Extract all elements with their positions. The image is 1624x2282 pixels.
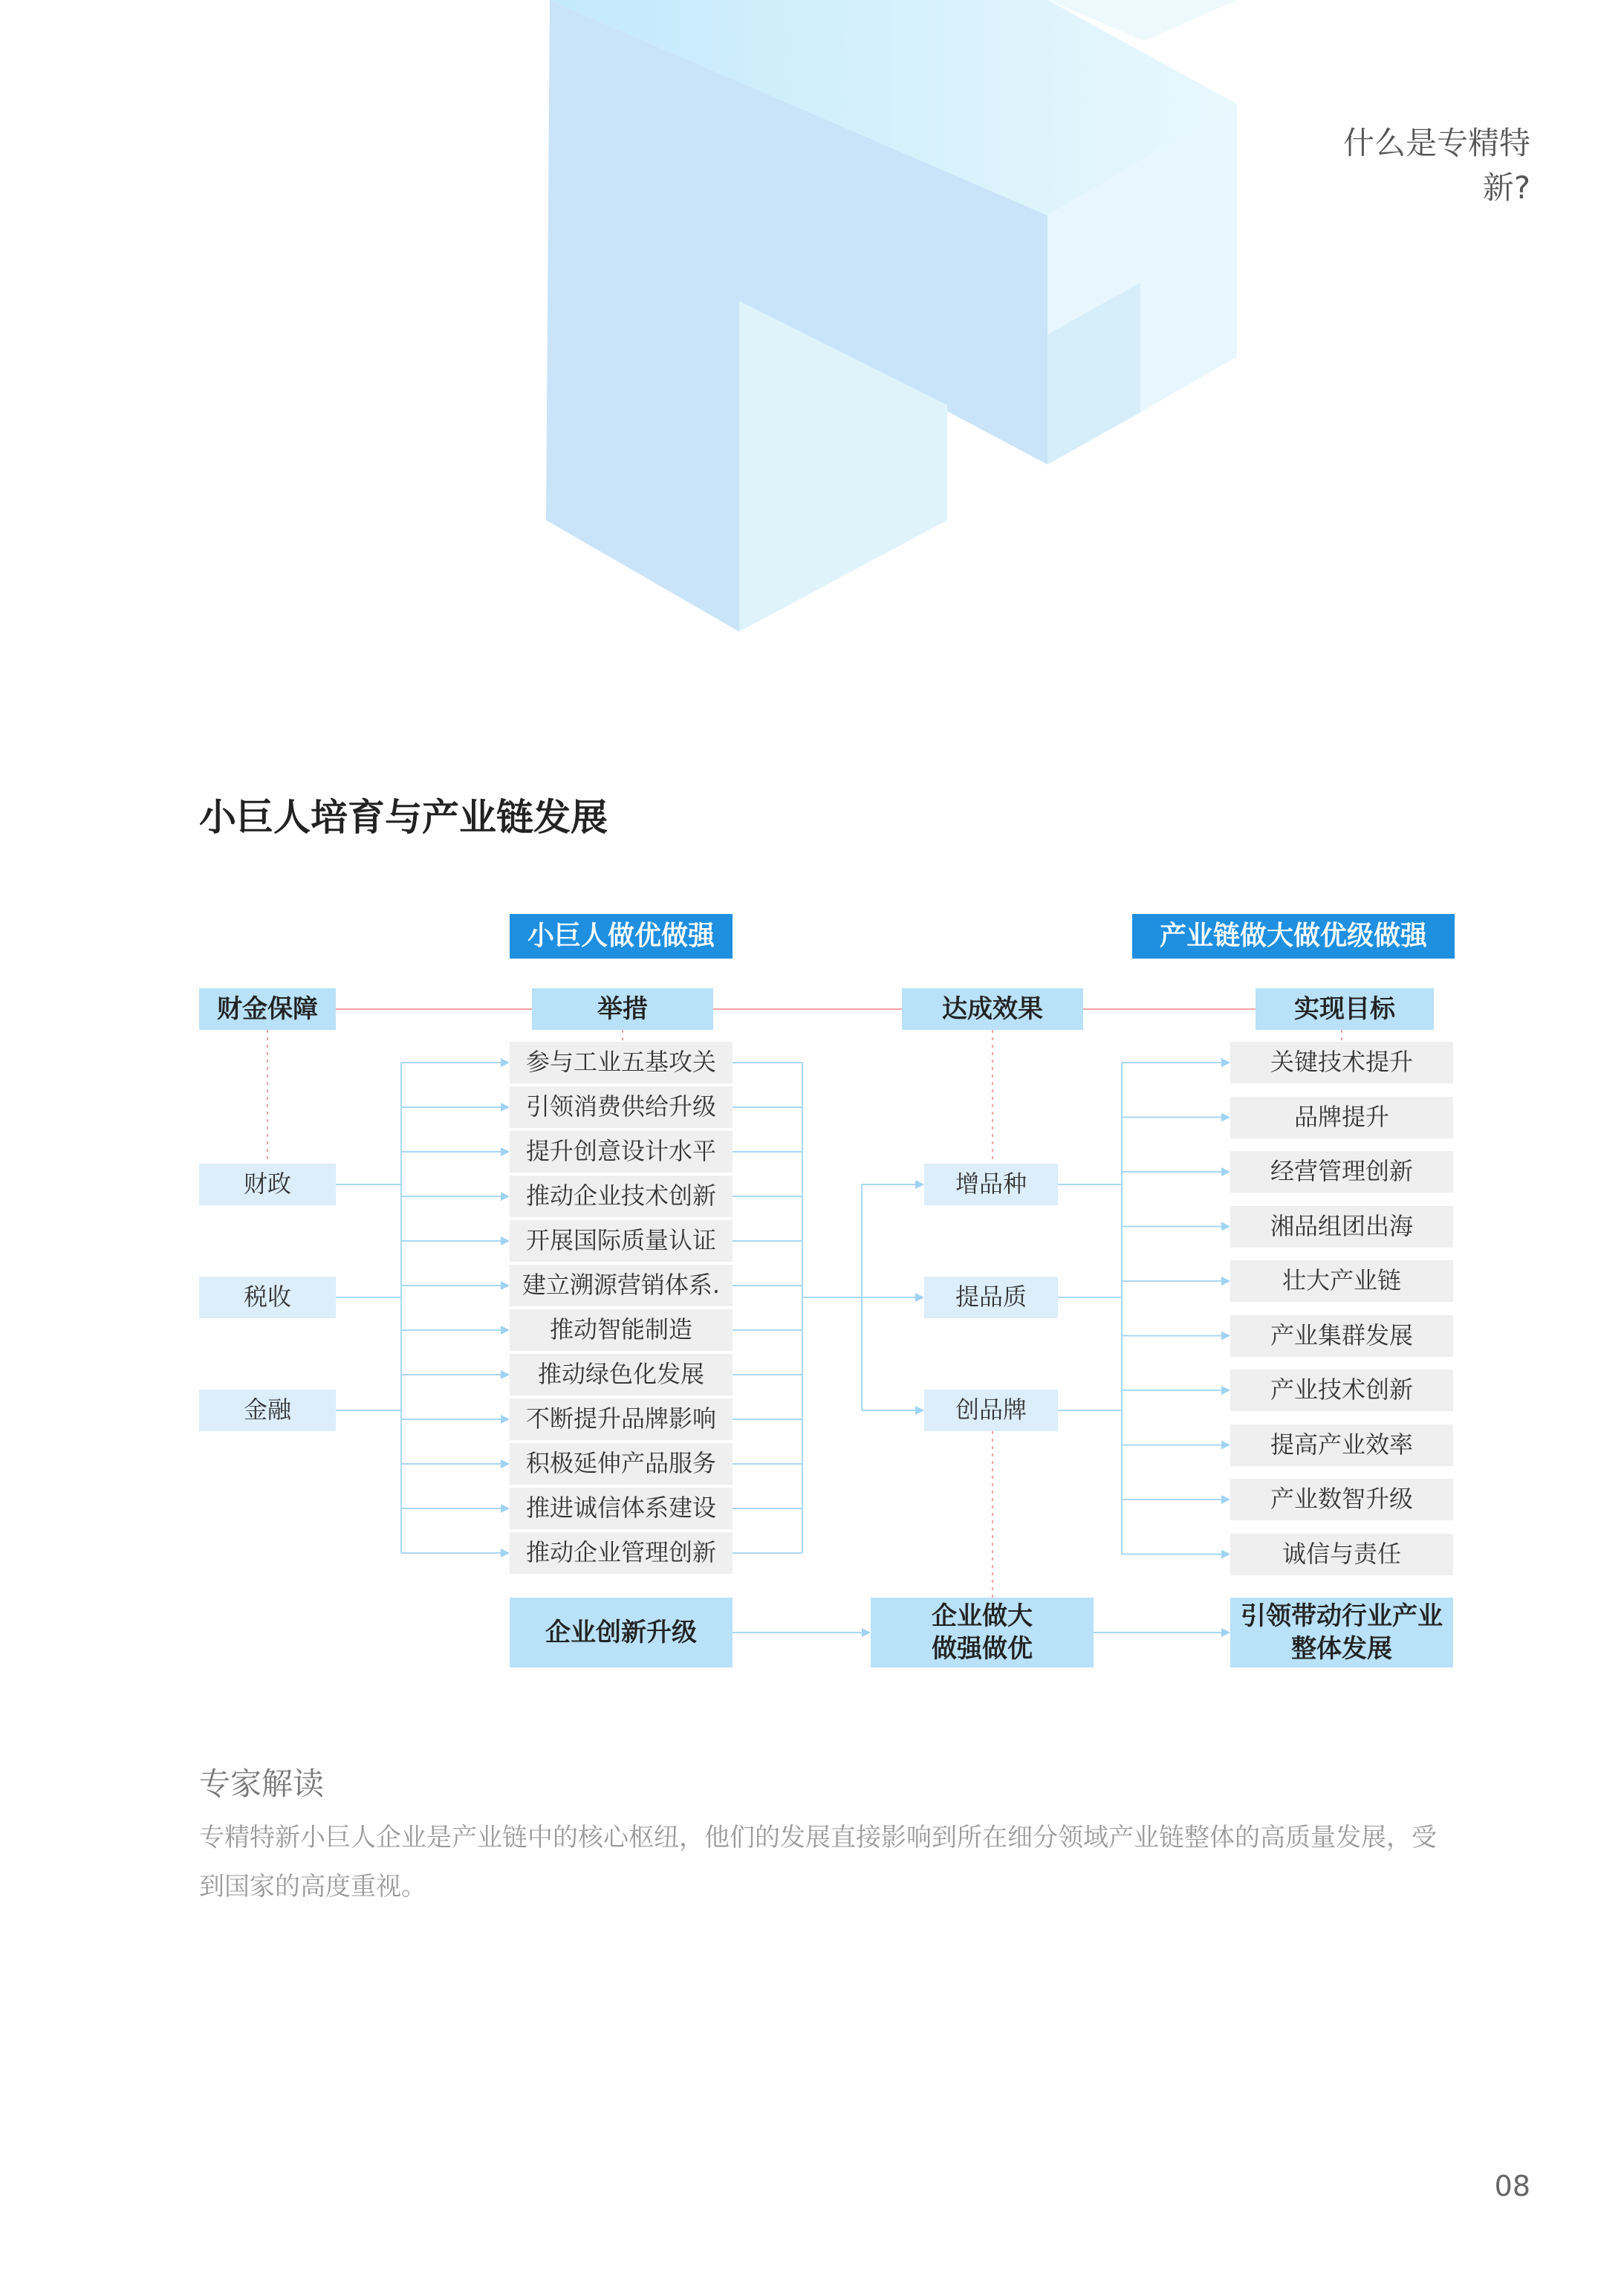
result-arrow xyxy=(862,1628,871,1637)
measure-arrow xyxy=(501,1192,510,1201)
goal-arrow xyxy=(1221,1277,1230,1286)
goal-item-3: 湘品组团出海 xyxy=(1230,1206,1453,1248)
effect-arrow xyxy=(915,1293,924,1302)
goal-arrow xyxy=(1221,1167,1230,1176)
label-small-giant: 小巨人做优做强 xyxy=(510,914,733,959)
measure-item-7: 推动绿色化发展 xyxy=(510,1354,733,1396)
column-head-1: 举措 xyxy=(532,988,713,1030)
measure-arrow xyxy=(501,1281,510,1290)
measure-arrow xyxy=(501,1236,510,1245)
measure-arrow xyxy=(501,1326,510,1335)
measure-item-0: 参与工业五基攻关 xyxy=(510,1042,733,1083)
effect-arrow xyxy=(915,1406,924,1415)
goal-arrow xyxy=(1221,1332,1230,1341)
measure-arrow xyxy=(501,1058,510,1067)
measure-arrow xyxy=(501,1415,510,1424)
goal-item-2: 经营管理创新 xyxy=(1230,1151,1453,1193)
measure-item-5: 建立溯源营销体系. xyxy=(510,1265,733,1306)
label-industry-chain: 产业链做大做优级做强 xyxy=(1132,914,1455,959)
effect-arrow xyxy=(915,1180,924,1189)
finance-item-0: 财政 xyxy=(199,1164,336,1205)
goal-arrow xyxy=(1221,1550,1230,1559)
header-title: 什么是专精特新? xyxy=(1342,125,1530,206)
expert-text: 专精特新小巨人企业是产业链中的核心枢纽，他们的发展直接影响到所在细分领域产业链整体的高质量发展，受到国家的高度重视。 xyxy=(199,1823,1437,1902)
measure-item-6: 推动智能制造 xyxy=(510,1309,733,1351)
measure-item-4: 开展国际质量认证 xyxy=(510,1220,733,1262)
measure-arrow xyxy=(501,1103,510,1112)
expert-title: 专家解读 xyxy=(199,1766,325,1802)
measure-arrow xyxy=(501,1504,510,1513)
finance-item-1: 税收 xyxy=(199,1277,336,1318)
finance-item-2: 金融 xyxy=(199,1390,336,1431)
section-title: 小巨人培育与产业链发展 xyxy=(199,796,608,839)
effect-item-1: 提品质 xyxy=(924,1277,1058,1318)
result-item-1: 企业做大 做强做优 xyxy=(871,1598,1094,1667)
goal-arrow xyxy=(1221,1386,1230,1395)
measure-item-8: 不断提升品牌影响 xyxy=(510,1398,733,1440)
goal-item-4: 壮大产业链 xyxy=(1230,1260,1453,1302)
column-head-3: 实现目标 xyxy=(1256,988,1434,1030)
goal-item-0: 关键技术提升 xyxy=(1230,1042,1453,1083)
result-item-0: 企业创新升级 xyxy=(510,1598,733,1667)
goal-item-5: 产业集群发展 xyxy=(1230,1315,1453,1357)
measure-item-1: 引领消费供给升级 xyxy=(510,1086,733,1128)
goal-arrow xyxy=(1221,1441,1230,1450)
result-arrow xyxy=(1221,1628,1230,1637)
measure-item-11: 推动企业管理创新 xyxy=(510,1532,733,1574)
goal-arrow xyxy=(1221,1495,1230,1504)
goal-arrow xyxy=(1221,1058,1230,1067)
page-number: 08 xyxy=(1494,2170,1530,2202)
goal-item-1: 品牌提升 xyxy=(1230,1097,1453,1138)
measure-item-2: 提升创意设计水平 xyxy=(510,1131,733,1173)
measure-arrow xyxy=(501,1549,510,1557)
measure-arrow xyxy=(501,1459,510,1468)
column-head-0: 财金保障 xyxy=(199,988,336,1030)
goal-item-8: 产业数智升级 xyxy=(1230,1479,1453,1520)
goal-item-9: 诚信与责任 xyxy=(1230,1534,1453,1575)
goal-item-7: 提高产业效率 xyxy=(1230,1424,1453,1466)
goal-item-6: 产业技术创新 xyxy=(1230,1369,1453,1411)
effect-item-0: 增品种 xyxy=(924,1164,1058,1205)
result-item-2: 引领带动行业产业 整体发展 xyxy=(1230,1598,1453,1667)
measure-item-9: 积极延伸产品服务 xyxy=(510,1443,733,1485)
measure-arrow xyxy=(501,1147,510,1156)
measure-item-10: 推进诚信体系建设 xyxy=(510,1488,733,1529)
measure-item-3: 推动企业技术创新 xyxy=(510,1176,733,1217)
column-head-2: 达成效果 xyxy=(902,988,1083,1030)
measure-arrow xyxy=(501,1370,510,1379)
goal-arrow xyxy=(1221,1113,1230,1122)
goal-arrow xyxy=(1221,1222,1230,1231)
effect-item-2: 创品牌 xyxy=(924,1390,1058,1431)
